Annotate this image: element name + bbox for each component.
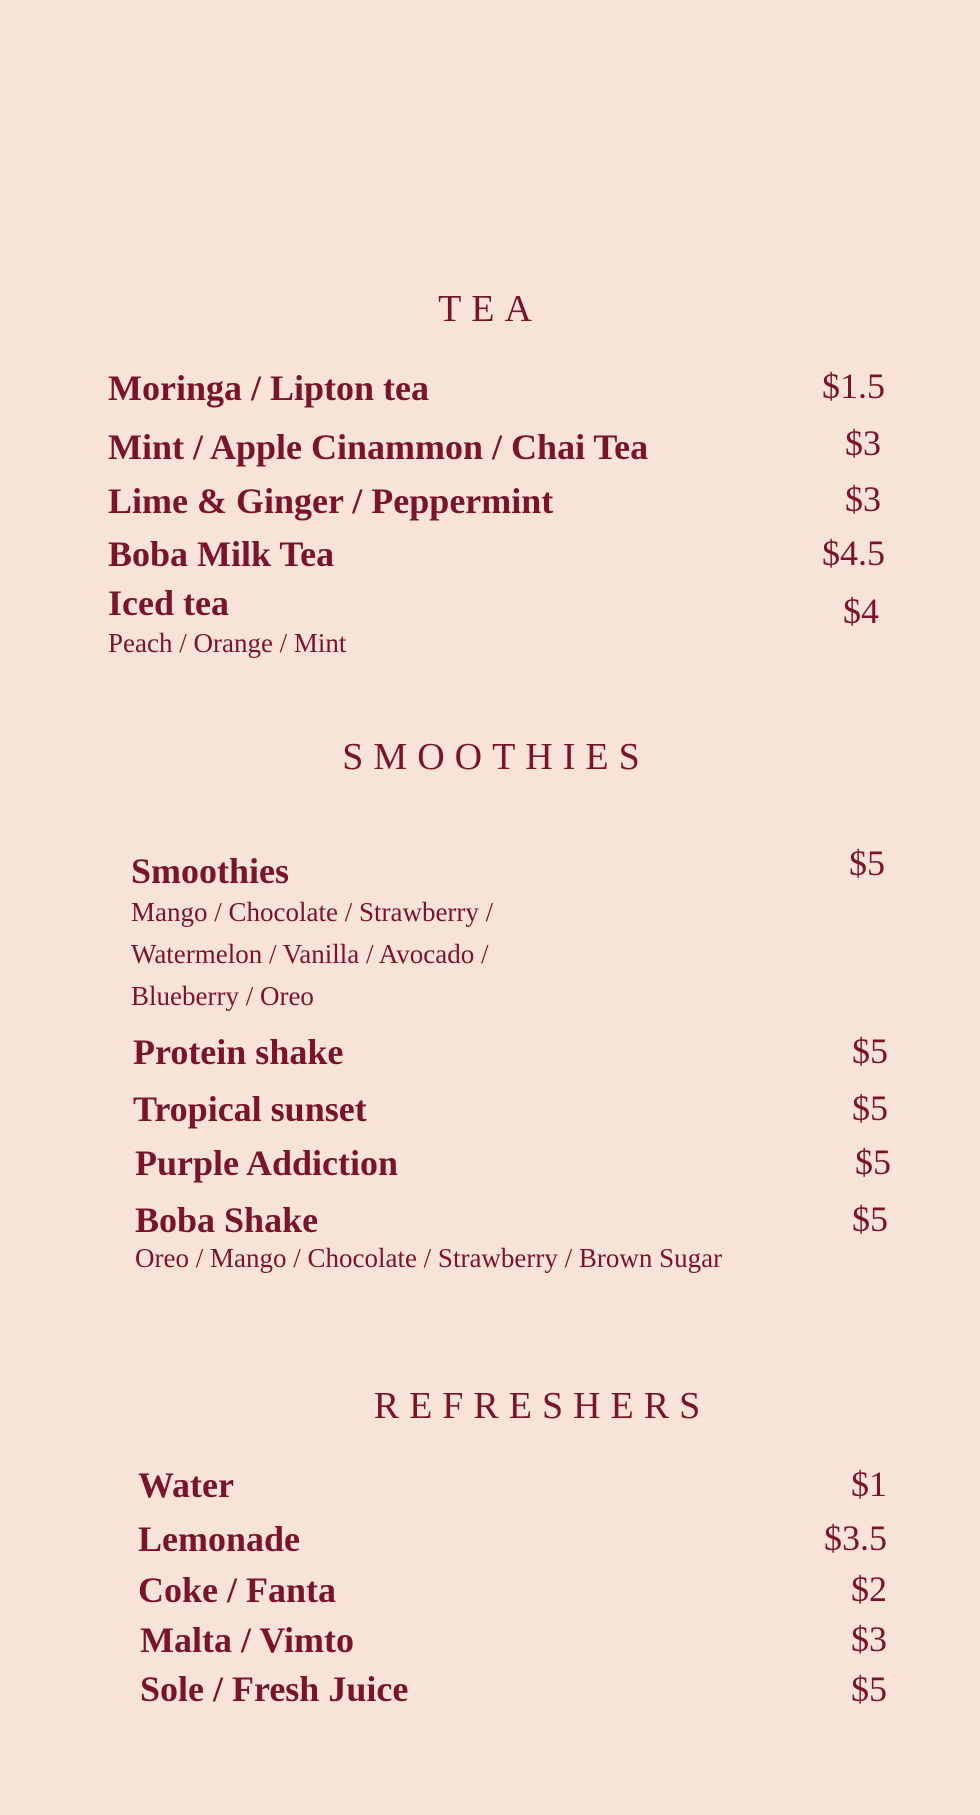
menu-item-name: Lemonade (138, 1519, 300, 1559)
menu-item-price: $1.5 (822, 366, 885, 406)
menu-item-name: Coke / Fanta (138, 1570, 336, 1610)
menu-item-price: $5 (852, 1088, 888, 1128)
menu-item-name: Moringa / Lipton tea (108, 368, 429, 408)
menu-item-name: Smoothies (131, 851, 290, 891)
menu-item-price: $5 (855, 1142, 891, 1182)
menu-item-price: $4 (843, 591, 879, 631)
menu-item-name: Iced tea (108, 583, 229, 623)
menu-item-price: $3 (851, 1619, 887, 1659)
menu-item-price: $5 (852, 1199, 888, 1239)
menu-item-name: Boba Shake (135, 1200, 319, 1240)
menu-item-price: $3.5 (824, 1518, 887, 1558)
menu-item-name: Lime & Ginger / Peppermint (108, 481, 554, 521)
section-title-refreshers: REFRESHERS (373, 1385, 711, 1427)
menu-item-name: Protein shake (133, 1032, 344, 1072)
menu-item-description: Blueberry / Oreo (131, 981, 314, 1011)
menu-item-name: Purple Addiction (135, 1143, 399, 1183)
section-title-smoothies: SMOOTHIES (342, 736, 650, 778)
menu-item-description: Watermelon / Vanilla / Avocado / (131, 939, 489, 969)
section-title-tea: TEA (438, 288, 542, 330)
menu-item-price: $5 (851, 1669, 887, 1709)
menu-item-description: Mango / Chocolate / Strawberry / (131, 897, 494, 927)
menu-item-name: Mint / Apple Cinammon / Chai Tea (108, 427, 649, 467)
menu-item-name: Tropical sunset (133, 1089, 367, 1129)
menu-item-description: Oreo / Mango / Chocolate / Strawberry / Brown Sugar (135, 1243, 723, 1273)
menu-item-name: Water (138, 1465, 234, 1505)
menu-item-price: $5 (852, 1031, 888, 1071)
menu-item-name: Sole / Fresh Juice (140, 1669, 409, 1709)
menu-item-price: $1 (851, 1464, 887, 1504)
menu-item-price: $5 (849, 843, 885, 883)
menu-item-price: $3 (845, 423, 881, 463)
menu-item-name: Boba Milk Tea (108, 534, 335, 574)
menu-item-name: Malta / Vimto (140, 1620, 354, 1660)
menu-item-price: $3 (845, 479, 881, 519)
menu-item-price: $4.5 (822, 533, 885, 573)
menu-item-price: $2 (851, 1569, 887, 1609)
menu-item-description: Peach / Orange / Mint (108, 628, 347, 658)
